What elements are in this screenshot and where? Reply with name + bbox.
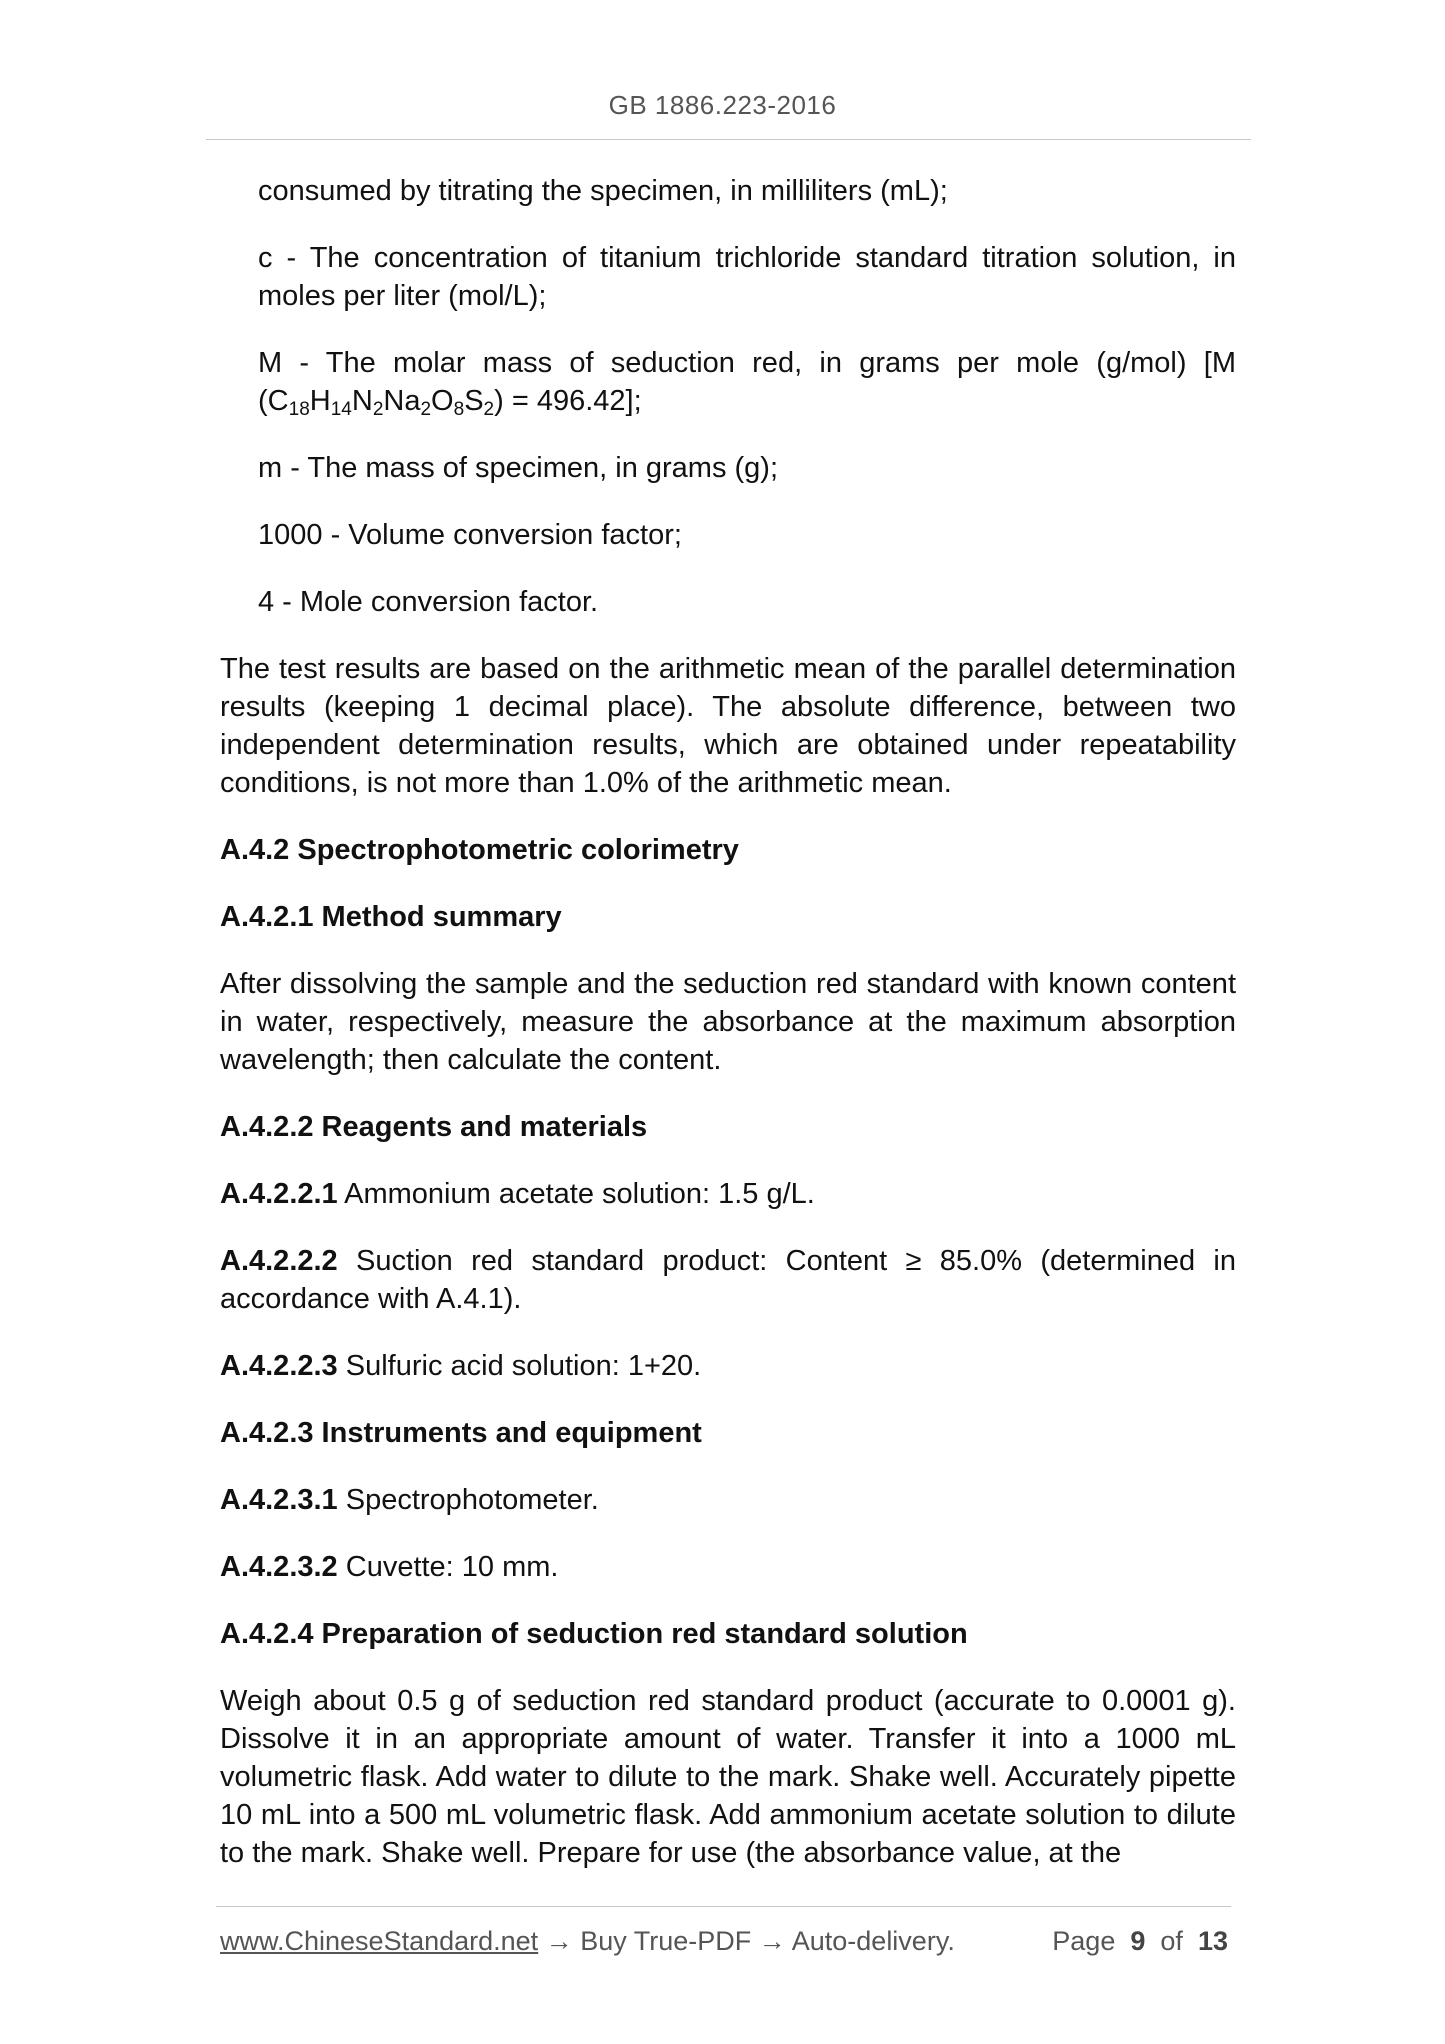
section-heading: A.4.2.4 Preparation of seduction red standard solution bbox=[220, 1618, 968, 1650]
paragraph: 4 - Mole conversion factor. bbox=[258, 586, 599, 618]
footer-divider bbox=[216, 1906, 1231, 1907]
paragraph: Weigh about 0.5 g of seduction red standard product (accurate to 0.0001 g). Dissolve it in an appropriate amount of water. Transfer it into a 1000 mL volumetric flask. Add water to dilute to the mark. Shake well. Accurately pipette 10 mL into a 500 mL volumetric flask. Add ammonium acetate solution to dilute to the mark. Shake well. Prepare for use (the absorbance value, at the bbox=[220, 1685, 1236, 1869]
paragraph: m - The mass of specimen, in grams (g); bbox=[258, 452, 779, 484]
item-number: A.4.2.2.3 bbox=[220, 1350, 338, 1382]
item-number: A.4.2.2.2 bbox=[220, 1245, 338, 1277]
section-heading: A.4.2.2 Reagents and materials bbox=[220, 1111, 648, 1143]
paragraph: The test results are based on the arithmetic mean of the parallel determination results (keeping 1 decimal place). The absolute difference, between two independent determination results, which are obtained under repeatability conditions, is not more than 1.0% of the arithmetic mean. bbox=[220, 653, 1236, 799]
section-heading: A.4.2 Spectrophotometric colorimetry bbox=[220, 834, 739, 866]
paragraph: consumed by titrating the specimen, in milliliters (mL); bbox=[258, 175, 948, 207]
total-pages: 13 bbox=[1197, 1926, 1228, 1956]
website-link[interactable]: www.ChineseStandard.net bbox=[220, 1926, 539, 1956]
item-text: Cuvette: 10 mm. bbox=[337, 1551, 559, 1583]
section-heading: A.4.2.1 Method summary bbox=[220, 901, 562, 933]
numbered-item bbox=[220, 1347, 1236, 1385]
item-number: A.4.2.2.1 bbox=[220, 1178, 338, 1210]
numbered-item bbox=[220, 1481, 1236, 1519]
numbered-item bbox=[220, 1175, 1236, 1213]
paragraph: 1000 - Volume conversion factor; bbox=[258, 519, 682, 551]
page-header: GB 1886.223-2016 bbox=[608, 90, 837, 120]
section-heading: A.4.2.3 Instruments and equipment bbox=[220, 1417, 702, 1449]
page-number: Page 9 of 13 bbox=[1052, 1926, 1228, 1956]
numbered-item bbox=[220, 1242, 1236, 1318]
footer-promo bbox=[220, 1926, 955, 1957]
molar-mass-paragraph bbox=[220, 344, 1236, 420]
page-footer bbox=[220, 1926, 1236, 1960]
item-number: A.4.2.3.1 bbox=[220, 1484, 338, 1516]
item-number: A.4.2.3.2 bbox=[220, 1551, 338, 1583]
item-text: Suction red standard product: Content ≥ 85.0% (determined in accordance with A.4.1). bbox=[220, 1245, 1236, 1315]
paragraph: c - The concentration of titanium trichloride standard titration solution, in moles per liter (mol/L); bbox=[258, 242, 1236, 312]
footer-tagline: → Buy True-PDF → Auto-delivery. bbox=[538, 1926, 955, 1956]
item-text: Spectrophotometer. bbox=[337, 1484, 599, 1516]
molar-mass-value: ) = 496.42]; bbox=[494, 385, 642, 417]
chemical-formula: C18H14N2Na2O8S2 bbox=[267, 385, 495, 420]
paragraph: After dissolving the sample and the seduction red standard with known content in water, respectively, measure the absorbance at the maximum absorption wavelength; then calculate the content. bbox=[220, 968, 1236, 1076]
numbered-item bbox=[220, 1548, 1236, 1586]
item-text: Ammonium acetate solution: 1.5 g/L. bbox=[337, 1178, 815, 1210]
page-content bbox=[220, 172, 1236, 1901]
current-page: 9 bbox=[1130, 1926, 1146, 1956]
header-divider bbox=[206, 139, 1251, 140]
item-text: Sulfuric acid solution: 1+20. bbox=[337, 1350, 702, 1382]
molar-mass-text: M - The molar mass of seduction red, in grams per mole (g/mol) [M ( bbox=[258, 347, 1236, 417]
